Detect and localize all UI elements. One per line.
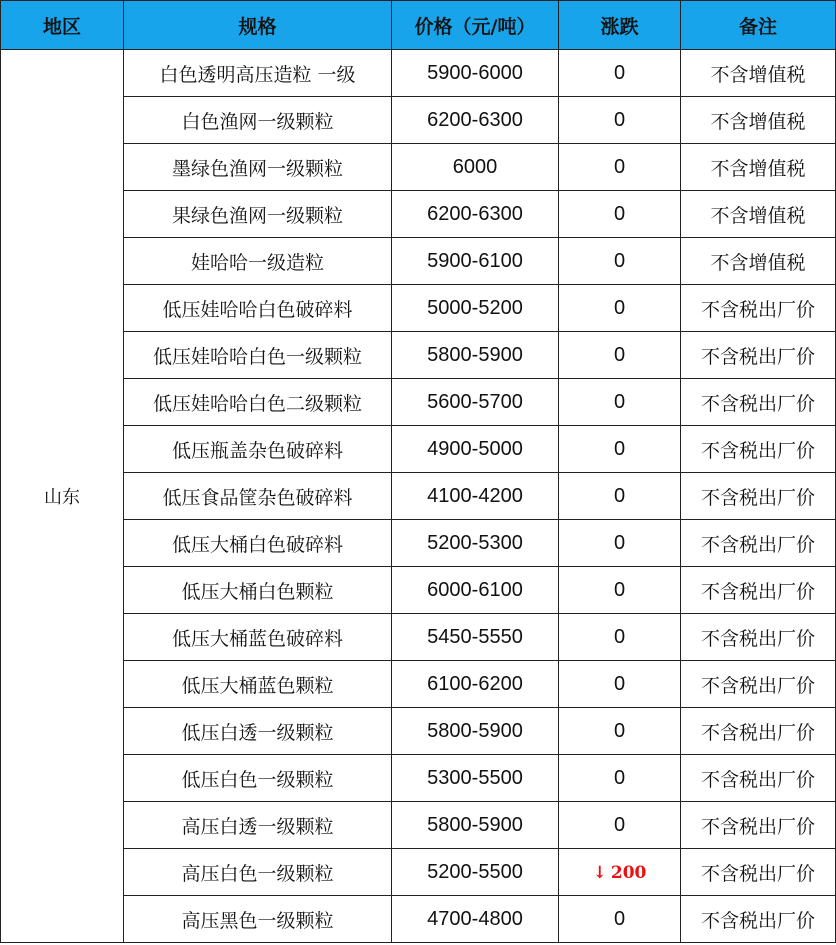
table-row — [1, 755, 836, 802]
header-region: 地区 — [1, 1, 124, 50]
spec-cell: 低压大桶白色破碎料 — [124, 520, 392, 567]
price-cell: 5600-5700 — [392, 379, 559, 426]
header-row — [1, 1, 836, 50]
note-cell: 不含增值税 — [681, 50, 836, 97]
note-cell: 不含税出厂价 — [681, 661, 836, 708]
change-cell: 0 — [559, 755, 681, 802]
table-row — [1, 332, 836, 379]
change-cell: 0 — [559, 473, 681, 520]
price-cell: 6000 — [392, 144, 559, 191]
table-row — [1, 50, 836, 97]
spec-cell: 低压娃哈哈白色一级颗粒 — [124, 332, 392, 379]
price-cell: 5900-6000 — [392, 50, 559, 97]
price-cell: 4900-5000 — [392, 426, 559, 473]
change-cell: 0 — [559, 614, 681, 661]
header-change: 涨跌 — [559, 1, 681, 50]
note-cell: 不含税出厂价 — [681, 896, 836, 943]
price-cell: 5800-5900 — [392, 802, 559, 849]
table-row — [1, 426, 836, 473]
change-cell: 0 — [559, 567, 681, 614]
table-row — [1, 614, 836, 661]
table-row — [1, 379, 836, 426]
change-cell: 0 — [559, 238, 681, 285]
table-row — [1, 567, 836, 614]
change-cell — [559, 849, 681, 896]
table-row — [1, 520, 836, 567]
header-price: 价格（元/吨） — [392, 1, 559, 50]
note-cell: 不含增值税 — [681, 97, 836, 144]
note-cell: 不含税出厂价 — [681, 849, 836, 896]
region-cell: 山东 — [1, 50, 124, 943]
table-row — [1, 661, 836, 708]
change-cell: 0 — [559, 661, 681, 708]
spec-cell: 果绿色渔网一级颗粒 — [124, 191, 392, 238]
change-down-value — [593, 863, 647, 883]
price-cell: 5800-5900 — [392, 708, 559, 755]
spec-cell: 白色透明高压造粒 一级 — [124, 50, 392, 97]
table-row — [1, 802, 836, 849]
spec-cell: 白色渔网一级颗粒 — [124, 97, 392, 144]
change-cell: 0 — [559, 50, 681, 97]
price-cell: 5450-5550 — [392, 614, 559, 661]
change-cell: 0 — [559, 379, 681, 426]
note-cell: 不含增值税 — [681, 144, 836, 191]
price-cell: 4100-4200 — [392, 473, 559, 520]
price-cell: 5200-5300 — [392, 520, 559, 567]
price-cell: 4700-4800 — [392, 896, 559, 943]
spec-cell: 娃哈哈一级造粒 — [124, 238, 392, 285]
change-cell: 0 — [559, 332, 681, 379]
spec-cell: 低压大桶蓝色破碎料 — [124, 614, 392, 661]
spec-cell: 低压食品筐杂色破碎料 — [124, 473, 392, 520]
table-row — [1, 97, 836, 144]
table-row — [1, 144, 836, 191]
spec-cell: 高压黑色一级颗粒 — [124, 896, 392, 943]
table-row — [1, 191, 836, 238]
note-cell: 不含税出厂价 — [681, 520, 836, 567]
table-row — [1, 896, 836, 943]
price-cell: 6200-6300 — [392, 191, 559, 238]
change-cell: 0 — [559, 520, 681, 567]
spec-cell: 高压白色一级颗粒 — [124, 849, 392, 896]
header-spec: 规格 — [124, 1, 392, 50]
price-cell: 5300-5500 — [392, 755, 559, 802]
arrow-down-icon: ↓ — [592, 862, 607, 883]
change-cell: 0 — [559, 285, 681, 332]
header-note: 备注 — [681, 1, 836, 50]
note-cell: 不含税出厂价 — [681, 285, 836, 332]
table-row — [1, 473, 836, 520]
spec-cell: 低压白色一级颗粒 — [124, 755, 392, 802]
spec-cell: 低压大桶白色颗粒 — [124, 567, 392, 614]
price-cell: 6100-6200 — [392, 661, 559, 708]
change-cell: 0 — [559, 144, 681, 191]
table-body — [1, 50, 836, 943]
change-cell: 0 — [559, 802, 681, 849]
price-cell: 6200-6300 — [392, 97, 559, 144]
spec-cell: 低压瓶盖杂色破碎料 — [124, 426, 392, 473]
price-cell: 5200-5500 — [392, 849, 559, 896]
note-cell: 不含税出厂价 — [681, 802, 836, 849]
change-cell: 0 — [559, 97, 681, 144]
spec-cell: 低压娃哈哈白色破碎料 — [124, 285, 392, 332]
note-cell: 不含税出厂价 — [681, 614, 836, 661]
price-cell: 5000-5200 — [392, 285, 559, 332]
note-cell: 不含税出厂价 — [681, 755, 836, 802]
table-row — [1, 849, 836, 896]
note-cell: 不含税出厂价 — [681, 708, 836, 755]
spec-cell: 低压大桶蓝色颗粒 — [124, 661, 392, 708]
spec-cell: 低压娃哈哈白色二级颗粒 — [124, 379, 392, 426]
table-row — [1, 285, 836, 332]
table-row — [1, 708, 836, 755]
change-cell: 0 — [559, 191, 681, 238]
note-cell: 不含增值税 — [681, 191, 836, 238]
price-cell: 5800-5900 — [392, 332, 559, 379]
note-cell: 不含增值税 — [681, 238, 836, 285]
spec-cell: 墨绿色渔网一级颗粒 — [124, 144, 392, 191]
change-cell: 0 — [559, 708, 681, 755]
spec-cell: 高压白透一级颗粒 — [124, 802, 392, 849]
change-cell: 0 — [559, 426, 681, 473]
note-cell: 不含税出厂价 — [681, 332, 836, 379]
table-row — [1, 238, 836, 285]
price-cell: 6000-6100 — [392, 567, 559, 614]
change-value: 200 — [610, 862, 647, 883]
note-cell: 不含税出厂价 — [681, 379, 836, 426]
price-cell: 5900-6100 — [392, 238, 559, 285]
note-cell: 不含税出厂价 — [681, 567, 836, 614]
spec-cell: 低压白透一级颗粒 — [124, 708, 392, 755]
note-cell: 不含税出厂价 — [681, 473, 836, 520]
change-cell: 0 — [559, 896, 681, 943]
note-cell: 不含税出厂价 — [681, 426, 836, 473]
